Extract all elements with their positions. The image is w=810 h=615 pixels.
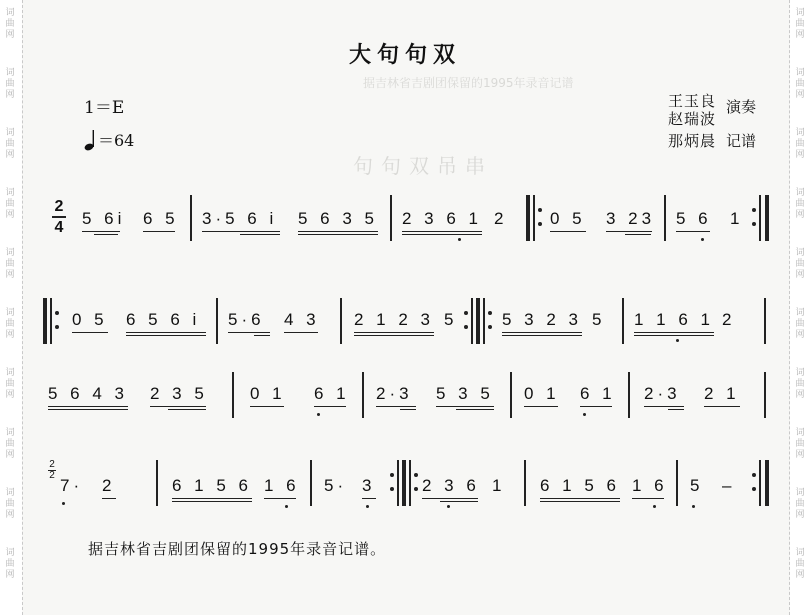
watermark-text: 词 曲 网 bbox=[795, 308, 805, 340]
bleed-through-title: 句句双吊串 bbox=[353, 154, 493, 178]
note-group: 0 1 bbox=[250, 384, 286, 403]
barline bbox=[156, 460, 158, 506]
barline bbox=[510, 372, 512, 418]
repeat-dots bbox=[55, 298, 59, 344]
note-group: 5· bbox=[324, 476, 348, 495]
credit-role: 演奏 bbox=[726, 98, 757, 116]
note-group: 5 6i bbox=[82, 209, 125, 229]
watermark-text: 词 曲 网 bbox=[795, 428, 805, 460]
note-group: 6 5 bbox=[143, 209, 179, 228]
tempo-marking bbox=[84, 128, 134, 151]
watermark-text: 词 曲 网 bbox=[5, 128, 15, 160]
barline bbox=[664, 195, 666, 241]
note-group: 2 bbox=[494, 209, 508, 228]
note-group: 6 1 bbox=[314, 384, 350, 403]
barline bbox=[362, 372, 364, 418]
source-footnote: 据吉林省吉剧团保留的1995年录音记谱。 bbox=[88, 540, 387, 558]
watermark-text: 词 曲 网 bbox=[5, 488, 15, 520]
watermark-text: 词 曲 网 bbox=[5, 8, 15, 40]
watermark-text: 词 曲 网 bbox=[5, 428, 15, 460]
repeat-end-thick bbox=[765, 195, 769, 241]
repeat-dots bbox=[752, 460, 756, 506]
page-title: 大句句双 bbox=[348, 43, 461, 68]
note-group: 2 3 5 bbox=[150, 384, 208, 403]
note-group: 2 1 bbox=[704, 384, 740, 403]
watermark-text: 词 曲 网 bbox=[5, 248, 15, 280]
watermark-text: 词 曲 网 bbox=[5, 548, 15, 580]
credit-name: 那炳晨 bbox=[668, 132, 717, 150]
watermark-text: 词 曲 网 bbox=[5, 308, 15, 340]
music-line-1 bbox=[40, 195, 780, 243]
note-group: 6 1 bbox=[580, 384, 616, 403]
barline bbox=[216, 298, 218, 344]
note-group: 3·5 6 i bbox=[202, 209, 278, 228]
repeat-start-thin bbox=[533, 195, 535, 241]
note-group: 5 bbox=[690, 476, 704, 495]
repeat-start-thin bbox=[409, 460, 411, 506]
barline bbox=[764, 372, 766, 418]
watermark-text: 词 曲 网 bbox=[795, 8, 805, 40]
note-group: 5 6 4 3 bbox=[48, 384, 128, 403]
note-group: 1 1 6 1 bbox=[634, 310, 714, 329]
note-group: 4 3 bbox=[284, 310, 320, 329]
repeat-dots bbox=[414, 460, 418, 506]
bleed-through-line: 据吉林省吉剧团保留的1995年录音记谱 bbox=[363, 76, 574, 90]
barline bbox=[340, 298, 342, 344]
repeat-end-thin bbox=[759, 460, 761, 506]
note-group: 0 1 bbox=[524, 384, 560, 403]
note-group: 2·3 bbox=[644, 384, 681, 403]
watermark-text: 词 曲 网 bbox=[795, 548, 805, 580]
note-group: 3 23 bbox=[606, 209, 656, 228]
music-line-4 bbox=[40, 460, 780, 508]
note-group: 6 1 5 6 bbox=[172, 476, 252, 495]
note-group: 2 1 2 3 bbox=[354, 310, 434, 329]
note-group: 1 6 bbox=[264, 476, 300, 495]
note-group: 5 6 bbox=[676, 209, 712, 228]
left-watermark-column bbox=[3, 0, 17, 615]
repeat-dots bbox=[752, 195, 756, 241]
note-group: 5 6 3 5 bbox=[298, 209, 378, 228]
note-group: 0 5 bbox=[550, 209, 586, 228]
repeat-dots bbox=[488, 298, 492, 344]
music-line-2 bbox=[40, 298, 780, 346]
note-group: 2·3 bbox=[376, 384, 413, 403]
repeat-dots bbox=[464, 298, 468, 344]
repeat-end-thick bbox=[765, 460, 769, 506]
watermark-text: 词 曲 网 bbox=[5, 368, 15, 400]
note-group: 1 bbox=[730, 209, 744, 228]
watermark-text: 词 曲 网 bbox=[795, 368, 805, 400]
repeat-start-thick bbox=[43, 298, 47, 344]
watermark-text: 词 曲 网 bbox=[5, 188, 15, 220]
barline bbox=[628, 372, 630, 418]
music-line-3 bbox=[40, 372, 780, 420]
repeat-start-thin bbox=[50, 298, 52, 344]
note-group: 0 5 bbox=[72, 310, 108, 329]
right-watermark-column bbox=[793, 0, 807, 615]
watermark-text: 词 曲 网 bbox=[795, 488, 805, 520]
repeat-dots bbox=[390, 460, 394, 506]
barline bbox=[390, 195, 392, 241]
note-group: 1 bbox=[492, 476, 506, 495]
note-group: 5 3 5 bbox=[436, 384, 494, 403]
watermark-text: 词 曲 网 bbox=[795, 188, 805, 220]
key-signature: 1＝E bbox=[84, 98, 125, 118]
barline bbox=[524, 460, 526, 506]
note-group: 1 6 bbox=[632, 476, 668, 495]
note-group: 6 1 5 6 bbox=[540, 476, 620, 495]
credit-name: 王玉良 bbox=[668, 92, 717, 110]
watermark-text: 词 曲 网 bbox=[795, 128, 805, 160]
note-group: 2 bbox=[722, 310, 736, 329]
repeat-end-thin bbox=[471, 298, 473, 344]
tempo-value: ＝64 bbox=[98, 131, 135, 150]
note-group: – bbox=[722, 476, 736, 495]
credit-role: 记谱 bbox=[726, 132, 757, 150]
note-group: 2 bbox=[102, 476, 116, 495]
note-group: 7· bbox=[60, 476, 84, 495]
barline bbox=[764, 298, 766, 344]
barline bbox=[676, 460, 678, 506]
note-group: 2 3 6 bbox=[422, 476, 480, 495]
note-group: 5·6 bbox=[228, 310, 265, 329]
note-group: 2 3 6 1 bbox=[402, 209, 482, 228]
note-group: 5 bbox=[592, 310, 606, 329]
time-signature: 2 4 bbox=[52, 198, 66, 236]
credit-name: 赵瑞波 bbox=[668, 110, 717, 128]
small-time-signature: 2 2 bbox=[49, 459, 55, 481]
repeat-end-thin bbox=[397, 460, 399, 506]
note-group: 5 bbox=[444, 310, 458, 329]
barline bbox=[310, 460, 312, 506]
performer-credits bbox=[668, 88, 770, 154]
barline bbox=[190, 195, 192, 241]
repeat-start-thick bbox=[526, 195, 530, 241]
barline bbox=[622, 298, 624, 344]
note-group: 3 bbox=[362, 476, 376, 495]
repeat-both-thick bbox=[402, 460, 406, 506]
barline bbox=[232, 372, 234, 418]
repeat-dots bbox=[538, 195, 542, 241]
repeat-start-thin bbox=[483, 298, 485, 344]
watermark-text: 词 曲 网 bbox=[795, 248, 805, 280]
watermark-text: 词 曲 网 bbox=[795, 68, 805, 100]
credit-row bbox=[668, 128, 770, 154]
note-group: 5 3 2 3 bbox=[502, 310, 582, 329]
repeat-end-thin bbox=[759, 195, 761, 241]
quarter-note-icon bbox=[84, 129, 96, 151]
watermark-text: 词 曲 网 bbox=[5, 68, 15, 100]
repeat-both-thick bbox=[476, 298, 480, 344]
note-group: 6 5 6 i bbox=[126, 310, 201, 329]
